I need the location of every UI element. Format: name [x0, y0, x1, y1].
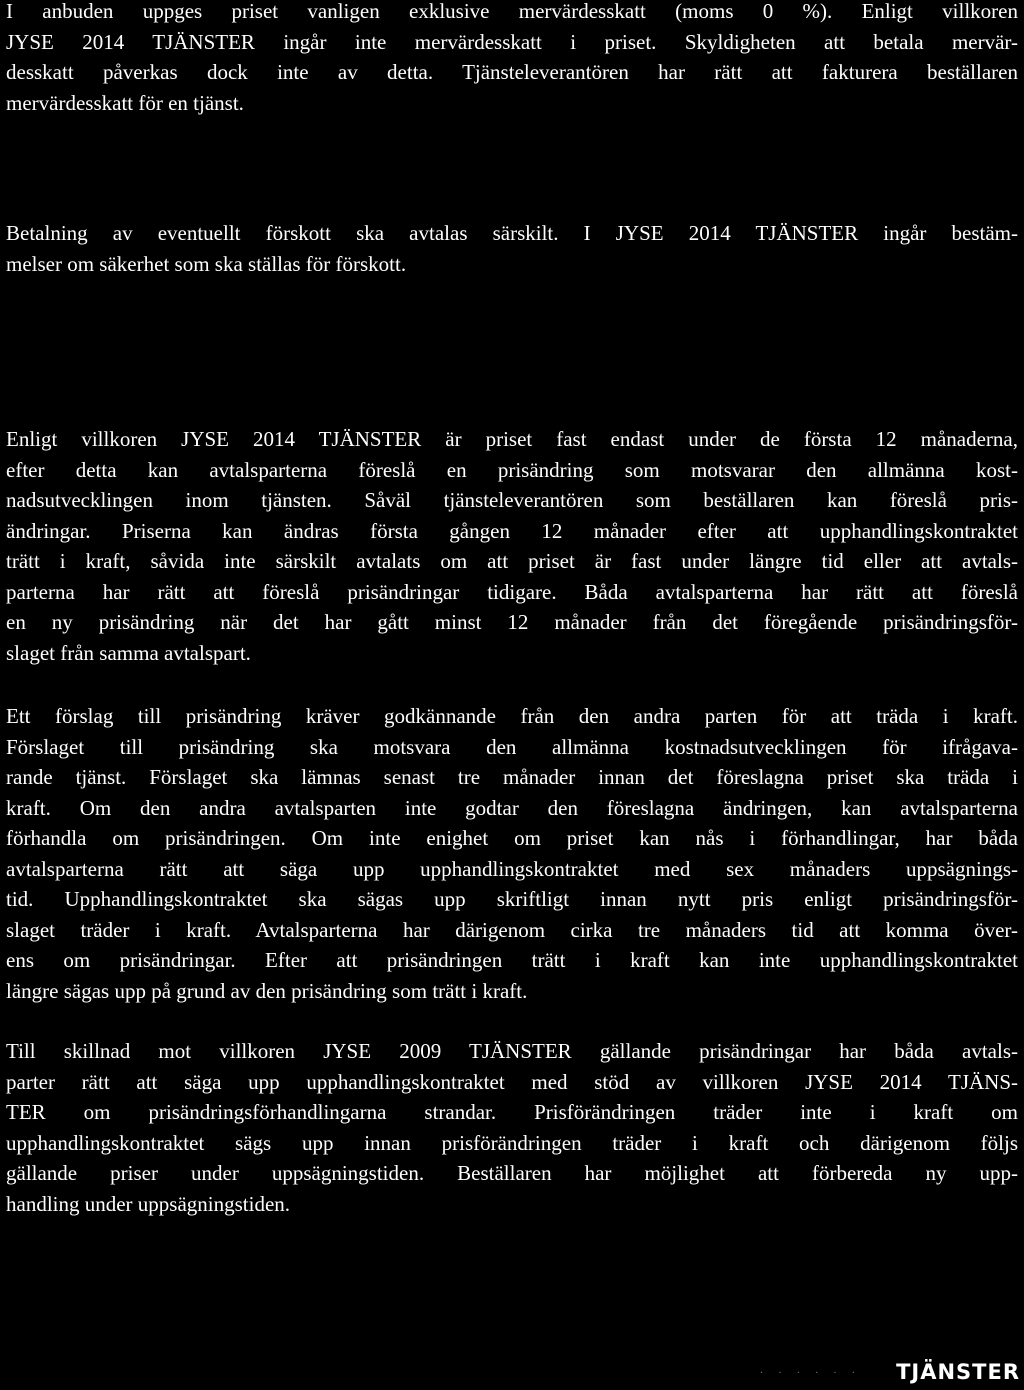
- text-line: JYSE 2014 TJÄNSTER ingår inte mervärdesskatt i priset. Skyldigheten att betala mervär-: [6, 29, 1018, 54]
- text-line: ens om prisändringar. Efter att prisändringen trätt i kraft kan inte upphandlingskontraktet: [6, 948, 1018, 972]
- text-line: rande tjänst. Förslaget ska lämnas senast tre månader innan det föreslagna priset ska träda i: [6, 765, 1018, 789]
- text-line: tid. Upphandlingskontraktet ska sägas upp skriftligt innan nytt pris enligt prisändringsför-: [6, 887, 1018, 911]
- text-line: Till skillnad mot villkoren JYSE 2009 TJÄNSTER gällande prisändringar har båda avtals-: [6, 1039, 1018, 1063]
- text-line: en ny prisändring när det har gått minst 12 månader från det föregående prisändringsför-: [6, 610, 1018, 634]
- text-line: handling under uppsägningstiden.: [6, 1191, 291, 1216]
- paragraph-advance-payment: [6, 218, 1018, 279]
- text-line: avtalsparterna rätt att säga upp upphandlingskontraktet med sex månaders uppsägnings-: [6, 856, 1018, 881]
- text-line: förhandla om prisändringen. Om inte enighet om priset kan nås i förhandlingar, har båda: [6, 826, 1018, 850]
- text-line: Ett förslag till prisändring kräver godkännande från den andra parten för att träda i kraft.: [6, 704, 1018, 728]
- text-line: ändringar. Priserna kan ändras första gången 12 månader efter att upphandlingskontraktet: [6, 518, 1018, 543]
- text-line: kraft. Om den andra avtalsparten inte godtar den föreslagna ändringen, kan avtalsparterna: [6, 795, 1018, 820]
- paragraph-price-change-proposal: [6, 701, 1018, 1006]
- text-line: Enligt villkoren JYSE 2014 TJÄNSTER är priset fast endast under de första 12 månaderna,: [6, 427, 1018, 451]
- text-line: trätt i kraft, såvida inte särskilt avtalats om att priset är fast under längre tid eller att avtals-: [6, 549, 1018, 573]
- paragraph-fixed-price: [6, 424, 1018, 668]
- text-line: efter detta kan avtalsparterna föreslå en prisändring som motsvarar den allmänna kost-: [6, 457, 1018, 482]
- text-line: upphandlingskontraktet sägs upp innan prisförändringen träder i kraft och därigenom följs: [6, 1130, 1018, 1155]
- text-line: desskatt påverkas dock inte av detta. Tjänsteleverantören har rätt att fakturera beställaren: [6, 60, 1018, 84]
- text-line: melser om säkerhet som ska ställas för förskott.: [6, 251, 407, 276]
- text-line: Betalning av eventuellt förskott ska avtalas särskilt. I JYSE 2014 TJÄNSTER ingår bestäm-: [6, 221, 1018, 245]
- footer-label: TJÄNSTER: [896, 1360, 1020, 1384]
- text-line: nadsutvecklingen inom tjänsten. Såväl tjänsteleverantören som beställaren kan föreslå pris-: [6, 488, 1018, 512]
- text-line: parter rätt att säga upp upphandlingskontraktet med stöd av villkoren JYSE 2014 TJÄNS-: [6, 1069, 1018, 1094]
- paragraph-vat: [6, 0, 1018, 118]
- text-line: slaget från samma avtalspart.: [6, 640, 251, 665]
- footer-decoration: · · · · · ·: [760, 1368, 861, 1379]
- text-line: slaget träder i kraft. Avtalsparterna har därigenom cirka tre månaders tid att komma över-: [6, 917, 1018, 942]
- text-line: mervärdesskatt för en tjänst.: [6, 90, 244, 115]
- text-line: längre sägas upp på grund av den prisändring som trätt i kraft.: [6, 978, 528, 1003]
- text-line: I anbuden uppges priset vanligen exklusive mervärdesskatt (moms 0 %). Enligt villkoren: [6, 0, 1018, 23]
- text-line: Förslaget till prisändring ska motsvara den allmänna kostnadsutvecklingen för ifrågava-: [6, 734, 1018, 759]
- text-line: parterna har rätt att föreslå prisändringar tidigare. Båda avtalsparterna har rätt att föreslå: [6, 579, 1018, 604]
- text-line: gällande priser under uppsägningstiden. Beställaren har möjlighet att förbereda ny upp-: [6, 1161, 1018, 1185]
- paragraph-jyse-2009-comparison: [6, 1036, 1018, 1219]
- text-line: TER om prisändringsförhandlingarna strandar. Prisförändringen träder inte i kraft om: [6, 1100, 1018, 1124]
